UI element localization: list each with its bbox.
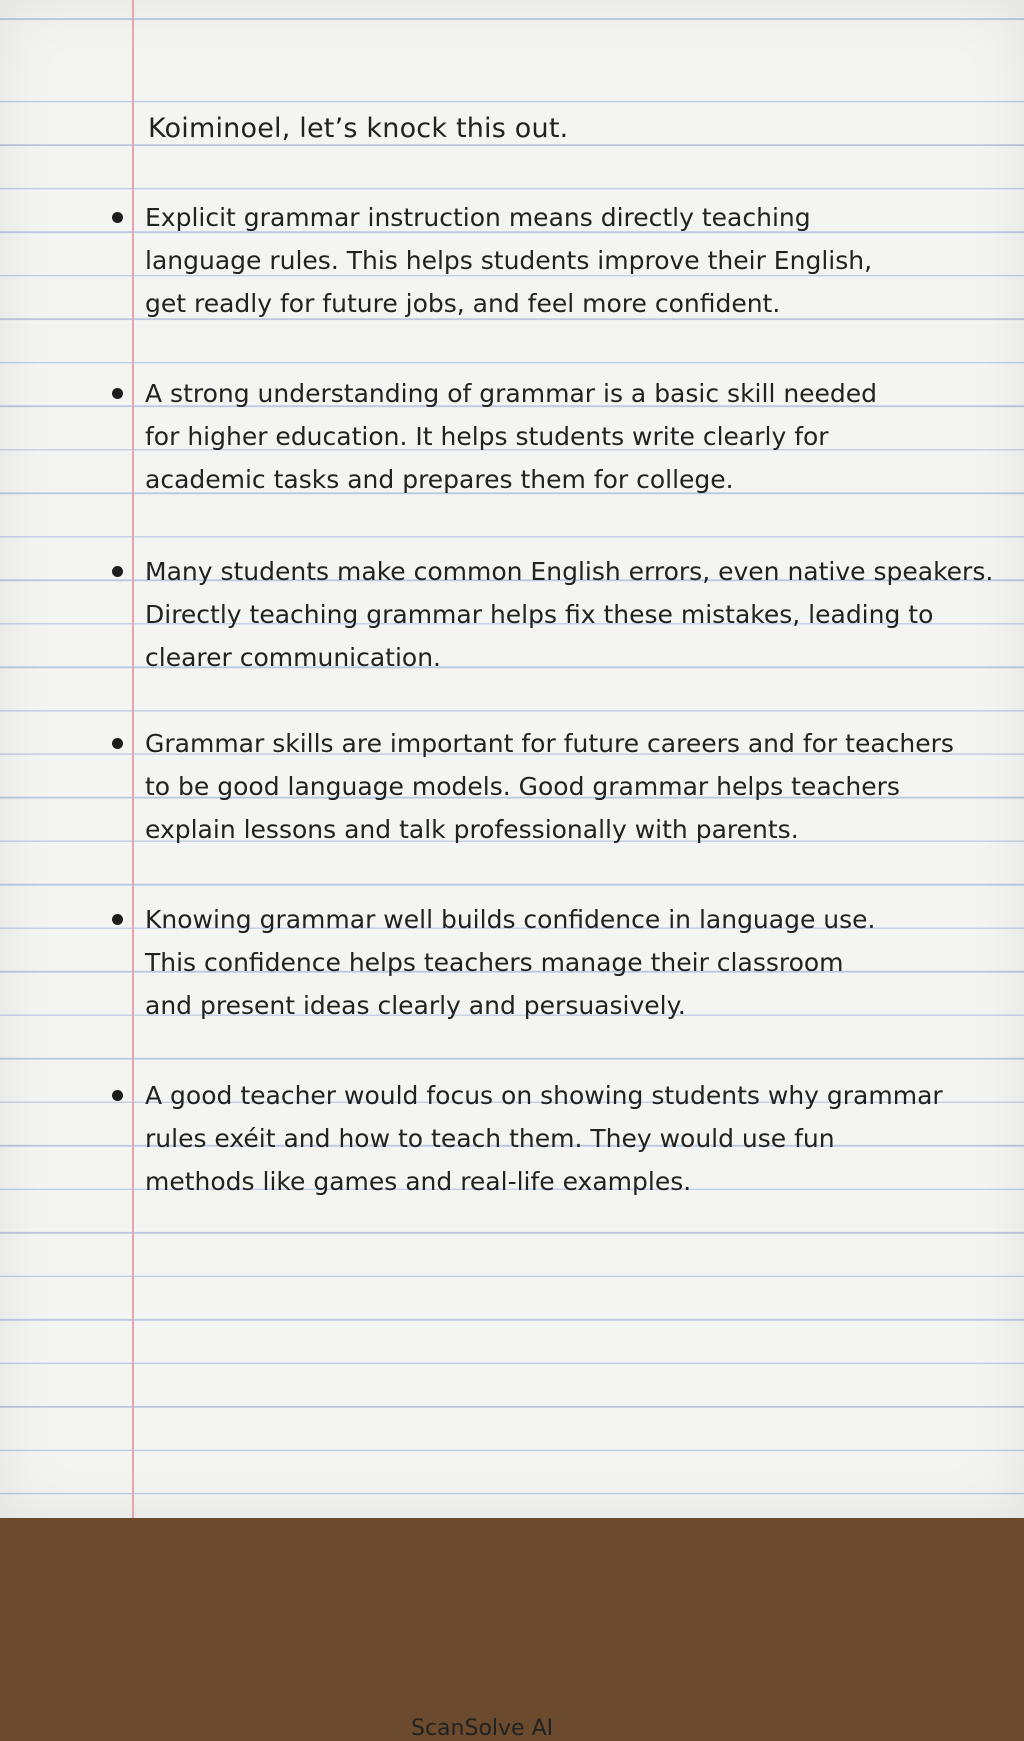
bullet-line: A good teacher would focus on showing students why grammar — [145, 1081, 943, 1110]
bullet-line: rules exéit and how to teach them. They would use fun — [145, 1124, 835, 1153]
bullet-line: Grammar skills are important for future careers and for teachers — [145, 729, 954, 758]
bullet-line: to be good language models. Good grammar helps teachers — [145, 772, 900, 801]
bullet-dot-icon — [112, 1090, 123, 1101]
bullet-line: Many students make common English errors, even native speakers. — [145, 557, 994, 586]
bullet-line: A strong understanding of grammar is a basic skill needed — [145, 379, 878, 408]
bullet-line: explain lessons and talk professionally with parents. — [145, 815, 799, 844]
bullet-line: get readly for future jobs, and feel more confident. — [145, 289, 781, 318]
footer-credit: ScanSolve AI — [411, 1716, 554, 1741]
bullet-dot-icon — [112, 212, 123, 223]
bullet-line: Explicit grammar instruction means directly teaching — [145, 203, 811, 232]
bullet-line: language rules. This helps students improve their English, — [145, 246, 873, 275]
bullet-line: Knowing grammar well builds confidence in language use. — [145, 905, 876, 934]
bullet-dot-icon — [112, 566, 123, 577]
bullet-line: Directly teaching grammar helps fix these mistakes, leading to — [145, 600, 934, 629]
margin-line — [132, 0, 134, 1518]
bullet-dot-icon — [112, 914, 123, 925]
bullet-line: academic tasks and prepares them for college. — [145, 465, 734, 494]
bullet-line: and present ideas clearly and persuasively. — [145, 991, 686, 1020]
bullet-line: for higher education. It helps students write clearly for — [145, 422, 829, 451]
page-heading: Koiminoel, let’s knock this out. — [148, 113, 569, 144]
bullet-line: This confidence helps teachers manage their classroom — [145, 948, 844, 977]
bullet-line: clearer communication. — [145, 643, 442, 672]
bullet-dot-icon — [112, 388, 123, 399]
bullet-dot-icon — [112, 738, 123, 749]
bullet-line: methods like games and real-life examples. — [145, 1167, 692, 1196]
